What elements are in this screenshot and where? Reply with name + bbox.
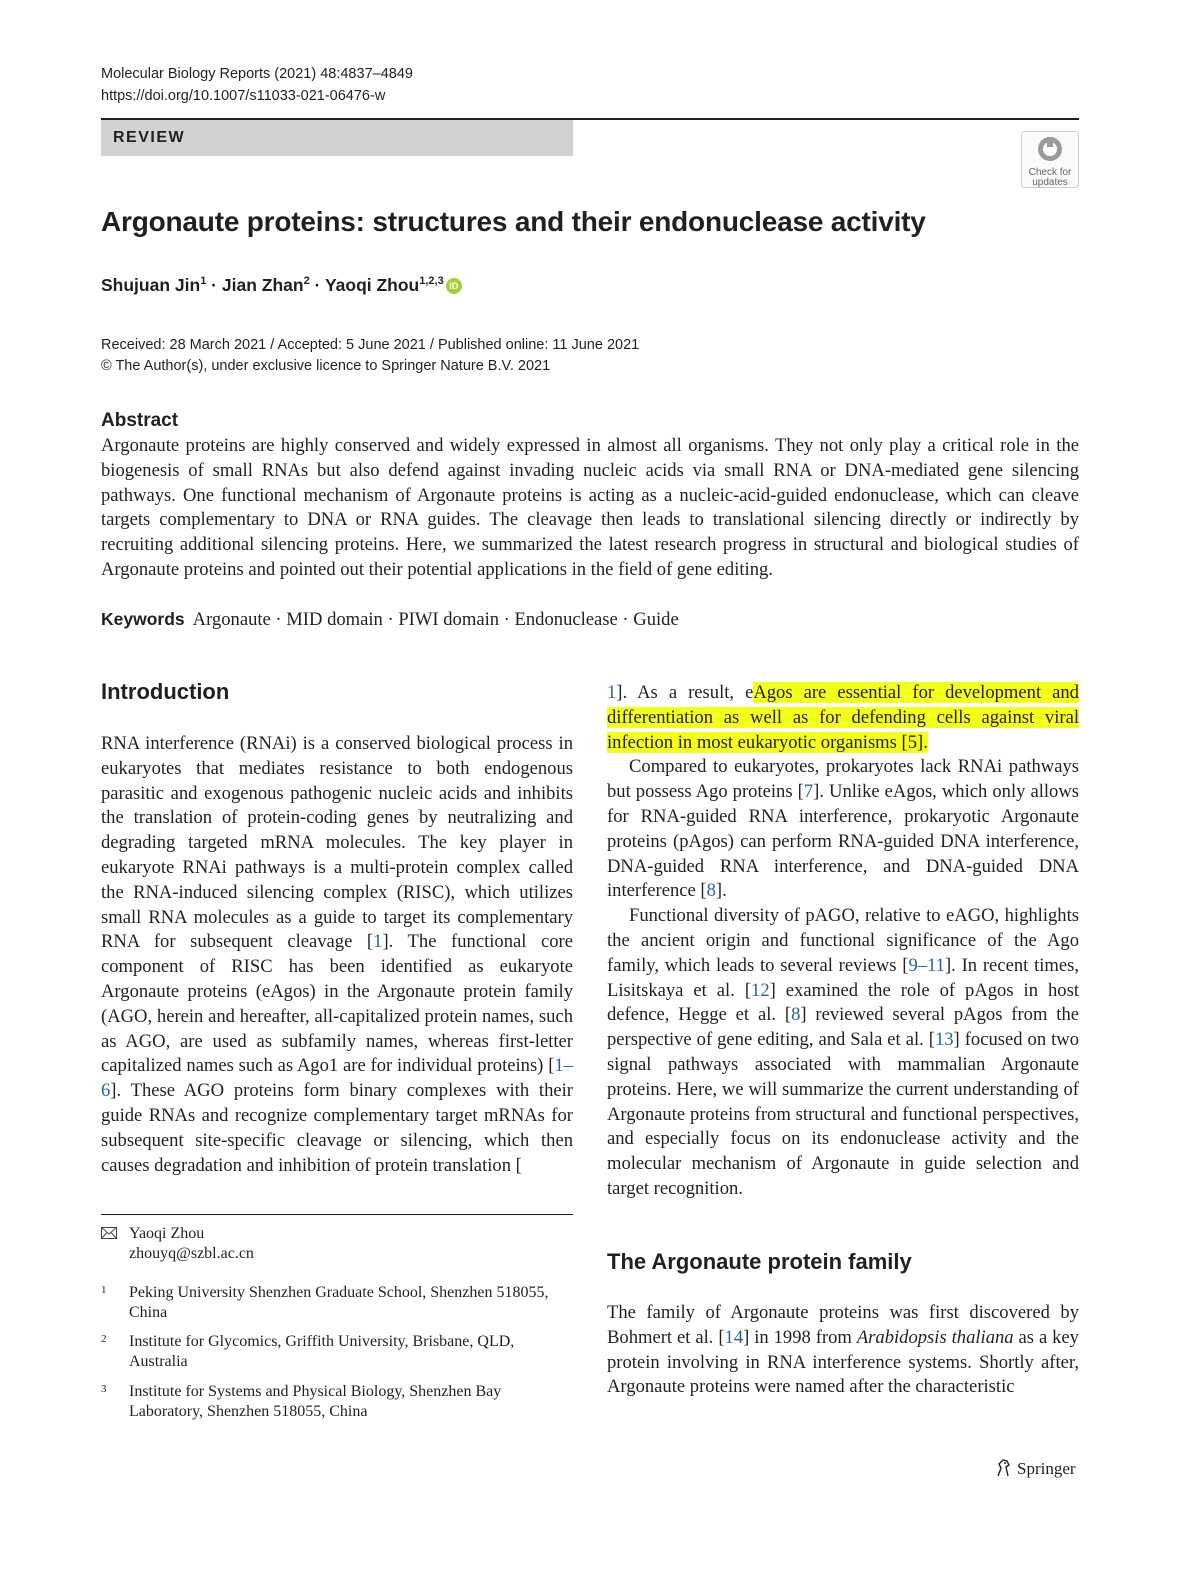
affiliation-number: 1 xyxy=(101,1284,107,1296)
check-for-updates-badge[interactable] xyxy=(1021,131,1079,188)
affiliation-number: 2 xyxy=(101,1333,107,1345)
author-affiliation: 1,2,3 xyxy=(419,275,444,288)
abstract-text: Argonaute proteins are highly conserved and widely expressed in almost all organisms. They not only play a critical role in the biogenesis of small RNAs but also defend against invading nucleic acids via small RNA or DNA-mediated gene silencing pathways. One functional mechanism of Argonaute proteins is acting as a nucleic-acid-guided endonuclease, which can cleave targets complementary to DNA or RNA guides. The cleavage then leads to translational silencing directly or indirectly by recruiting additional silencing proteins. Here, we summarized the latest research progress in structural and biological studies of Argonaute proteins and pointed out their potential applications in the field of gene editing. xyxy=(101,435,1079,580)
author-name[interactable]: Jian Zhan xyxy=(221,275,304,295)
abstract-heading: Abstract xyxy=(101,410,179,431)
affiliation-text: Peking University Shenzhen Graduate School, Shenzhen 518055, China xyxy=(129,1284,549,1321)
publication-dates xyxy=(101,335,639,377)
author-affiliation: 1 xyxy=(200,275,207,288)
author-name[interactable]: Yaoqi Zhou xyxy=(324,275,420,295)
citation-link[interactable]: 7 xyxy=(803,781,814,803)
affiliation-text: Institute for Systems and Physical Biology, Shenzhen Bay Laboratory, Shenzhen 518055, China xyxy=(129,1383,502,1420)
dates-line: Received: 28 March 2021 / Accepted: 5 June 2021 / Published online: 11 June 2021 xyxy=(101,337,640,353)
intro-paragraph-1-continued: 1]. As a result, eAgos are essential for development and differentiation as well as for defending cells against viral infection in most eukaryotic organisms [5]. xyxy=(607,682,1079,753)
citation-link[interactable]: 13 xyxy=(934,1029,954,1051)
springer-horse-icon xyxy=(995,1458,1013,1478)
envelope-icon xyxy=(101,1227,117,1239)
citation-link[interactable]: 1–6 xyxy=(101,1055,573,1102)
journal-citation: Molecular Biology Reports (2021) 48:4837–4849 xyxy=(101,66,413,82)
intro-paragraph-3: Functional diversity of pAGO, relative to eAGO, highlights the ancient origin and functional significance of the Ago family, which leads to several reviews [9–11]. In recent times, Lisitskaya et al. [12] examined the role of pAgos in host defence, Hegge et al. [8] reviewed several pAgos from the perspective of gene editing, and Sala et al. [13] focused on two signal pathways associated with mammalian Argonaute proteins. Here, we will summarize the current understanding of Argonaute proteins from structural and functional perspectives, and especially focus on its endonuclease activity and the molecular mechanism of Argonaute in guide selection and target recognition. xyxy=(607,905,1080,1199)
copyright-line: © The Author(s), under exclusive licence to Springer Nature B.V. 2021 xyxy=(101,358,551,374)
citation-link[interactable]: 8 xyxy=(706,880,716,902)
affiliation-footnote xyxy=(101,1382,573,1422)
citation-link[interactable]: 9–11 xyxy=(908,954,945,976)
intro-paragraph-2: Compared to eukaryotes, prokaryotes lack RNAi pathways but possess Ago proteins [7]. Unlike eAgos, which only allows for RNA-guided RNA interference, prokaryotic Argonaute proteins (pAgos) can perform RNA-guided DNA interference, DNA-guided RNA interference, and DNA-guided DNA interference [8]. xyxy=(607,756,1080,902)
author-name[interactable]: Shujuan Jin xyxy=(101,275,201,295)
contact-email[interactable]: zhouyq@szbl.ac.cn xyxy=(129,1245,254,1262)
species-name: Arabidopsis thaliana xyxy=(856,1326,1014,1348)
contact-name: Yaoqi Zhou xyxy=(129,1225,205,1242)
check-updates-line2: updates xyxy=(1032,177,1068,188)
family-heading: The Argonaute protein family xyxy=(607,1249,912,1274)
author-affiliation: 2 xyxy=(303,275,310,288)
journal-header xyxy=(101,63,413,107)
body-column-right xyxy=(607,681,1079,1202)
introduction-heading: Introduction xyxy=(101,679,230,704)
corresponding-author xyxy=(101,1224,573,1264)
family-paragraph: The family of Argonaute proteins was first discovered by Bohmert et al. [14] in 1998 from Arabidopsis thaliana as a key protein involving in RNA interference systems. Shortly after, Argonaute proteins were named after the characteristic xyxy=(607,1302,1079,1398)
article-type-label: REVIEW xyxy=(113,129,186,146)
citation-link[interactable]: 12 xyxy=(751,979,770,1001)
citation-link[interactable]: 1 xyxy=(373,931,383,953)
publisher-name: Springer xyxy=(1017,1459,1076,1478)
citation-link[interactable]: 14 xyxy=(724,1326,744,1348)
publisher-logo xyxy=(995,1458,1076,1479)
highlighted-text: Agos are essential for development and differentiation as well as for defending cells against viral infection in most eukaryotic organisms [5]. xyxy=(607,682,1079,753)
citation-link[interactable]: 8 xyxy=(791,1004,801,1026)
keywords xyxy=(101,607,679,632)
affiliation-footnote xyxy=(101,1332,573,1372)
intro-paragraph-1: RNA interference (RNAi) is a conserved biological process in eukaryotes that mediates resistance to both endogenous parasitic and exogenous pathogenic nucleic acids and inhibits the translation of protein-coding genes by neutralizing and degrading targeted mRNA molecules. The key player in eukaryote RNAi pathways is a multi-protein complex called the RNA-induced silencing complex (RISC), which utilizes small RNA molecules as a guide to target its complementary RNA for subsequent cleavage [1]. The functional core component of RISC has been identified as eukaryote Argonaute proteins (eAgos) in the Argonaute protein family (AGO, herein and hereafter, all-capitalized protein names, such as AGO, are used as subfamily names, whereas first-letter capitalized names such as Ago1 are for individual proteins) [1–6]. These AGO proteins form binary complexes with their guide RNAs and recognize complementary target mRNAs for subsequent site-specific cleavage or silencing, which then causes degradation and inhibition of protein translation [ xyxy=(101,733,574,1176)
doi-link[interactable]: https://doi.org/10.1007/s11033-021-06476-w xyxy=(101,88,386,104)
check-updates-line1: Check for xyxy=(1028,167,1072,178)
check-updates-icon xyxy=(1036,135,1064,163)
article-title: Argonaute proteins: structures and their endonuclease activity xyxy=(101,206,926,237)
author-list: Shujuan Jin$^1$ · Jian Zhan$^2$ · Yaoqi Zhou$^{1,2,3}$ iD xyxy=(101,275,462,296)
orcid-icon[interactable]: iD xyxy=(446,278,462,294)
footnote-rule xyxy=(101,1214,573,1215)
keywords-list: Argonaute · MID domain · PIWI domain · Endonuclease · Guide xyxy=(192,609,679,630)
body-column-left xyxy=(101,732,573,1178)
affiliation-footnote xyxy=(101,1283,573,1323)
affiliation-number: 3 xyxy=(101,1383,107,1395)
affiliation-text: Institute for Glycomics, Griffith University, Brisbane, QLD, Australia xyxy=(129,1333,515,1370)
citation-link[interactable]: 1 xyxy=(607,682,617,703)
keywords-label: Keywords xyxy=(101,609,185,629)
